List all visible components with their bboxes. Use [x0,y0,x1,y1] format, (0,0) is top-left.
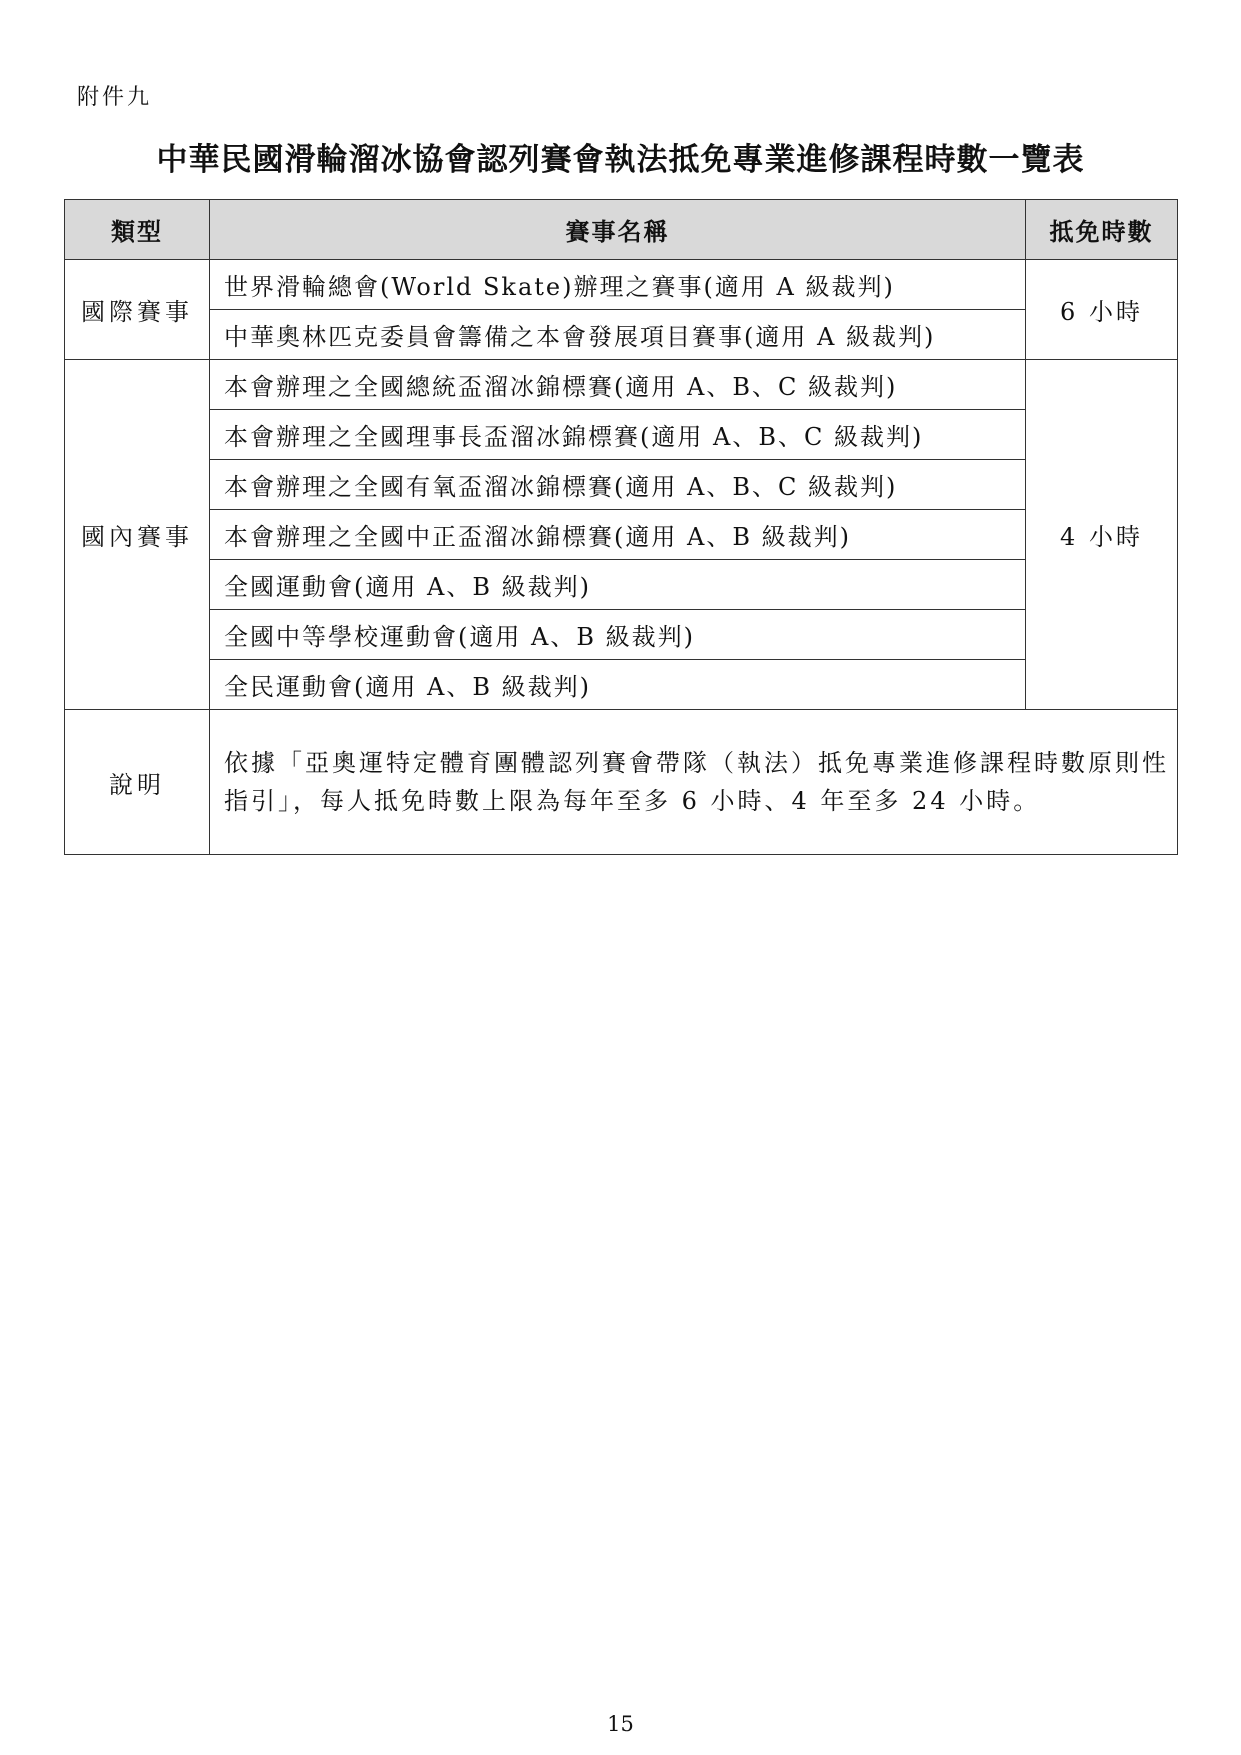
event-cell: 中華奧林匹克委員會籌備之本會發展項目賽事(適用 A 級裁判) [210,310,1026,360]
table-header-row [65,200,1178,260]
category-international: 國際賽事 [65,260,210,360]
header-event-name: 賽事名稱 [210,200,1026,260]
attachment-label: 附件九 [77,85,153,110]
note-row [65,710,1178,855]
note-text: 依據「亞奧運特定體育團體認列賽會帶隊（執法）抵免專業進修課程時數原則性指引」，每人抵免時數上限為每年至多 6 小時、4 年至多 24 小時。 [210,710,1178,855]
event-cell: 本會辦理之全國有氧盃溜冰錦標賽(適用 A、B、C 級裁判) [210,460,1026,510]
hours-international: 6 小時 [1026,260,1178,360]
table-row [65,410,1178,460]
table-row [65,560,1178,610]
header-type: 類型 [65,200,210,260]
category-domestic: 國內賽事 [65,360,210,710]
table-row [65,510,1178,560]
event-cell: 世界滑輪總會(World Skate)辦理之賽事(適用 A 級裁判) [210,260,1026,310]
event-cell: 本會辦理之全國中正盃溜冰錦標賽(適用 A、B 級裁判) [210,510,1026,560]
table-row [65,460,1178,510]
header-hours: 抵免時數 [1026,200,1178,260]
event-cell: 本會辦理之全國理事長盃溜冰錦標賽(適用 A、B、C 級裁判) [210,410,1026,460]
hours-domestic: 4 小時 [1026,360,1178,710]
note-label: 說明 [65,710,210,855]
event-cell: 全國中等學校運動會(適用 A、B 級裁判) [210,610,1026,660]
table-row [65,660,1178,710]
table-row [65,360,1178,410]
table-row [65,610,1178,660]
event-cell: 全國運動會(適用 A、B 級裁判) [210,560,1026,610]
table-row [65,310,1178,360]
event-cell: 全民運動會(適用 A、B 級裁判) [210,660,1026,710]
page-number: 15 [607,1712,634,1736]
event-cell: 本會辦理之全國總統盃溜冰錦標賽(適用 A、B、C 級裁判) [210,360,1026,410]
document-title: 中華民國滑輪溜冰協會認列賽會執法抵免專業進修課程時數一覽表 [156,142,1085,178]
credit-hours-table [64,199,1178,855]
table-row [65,260,1178,310]
